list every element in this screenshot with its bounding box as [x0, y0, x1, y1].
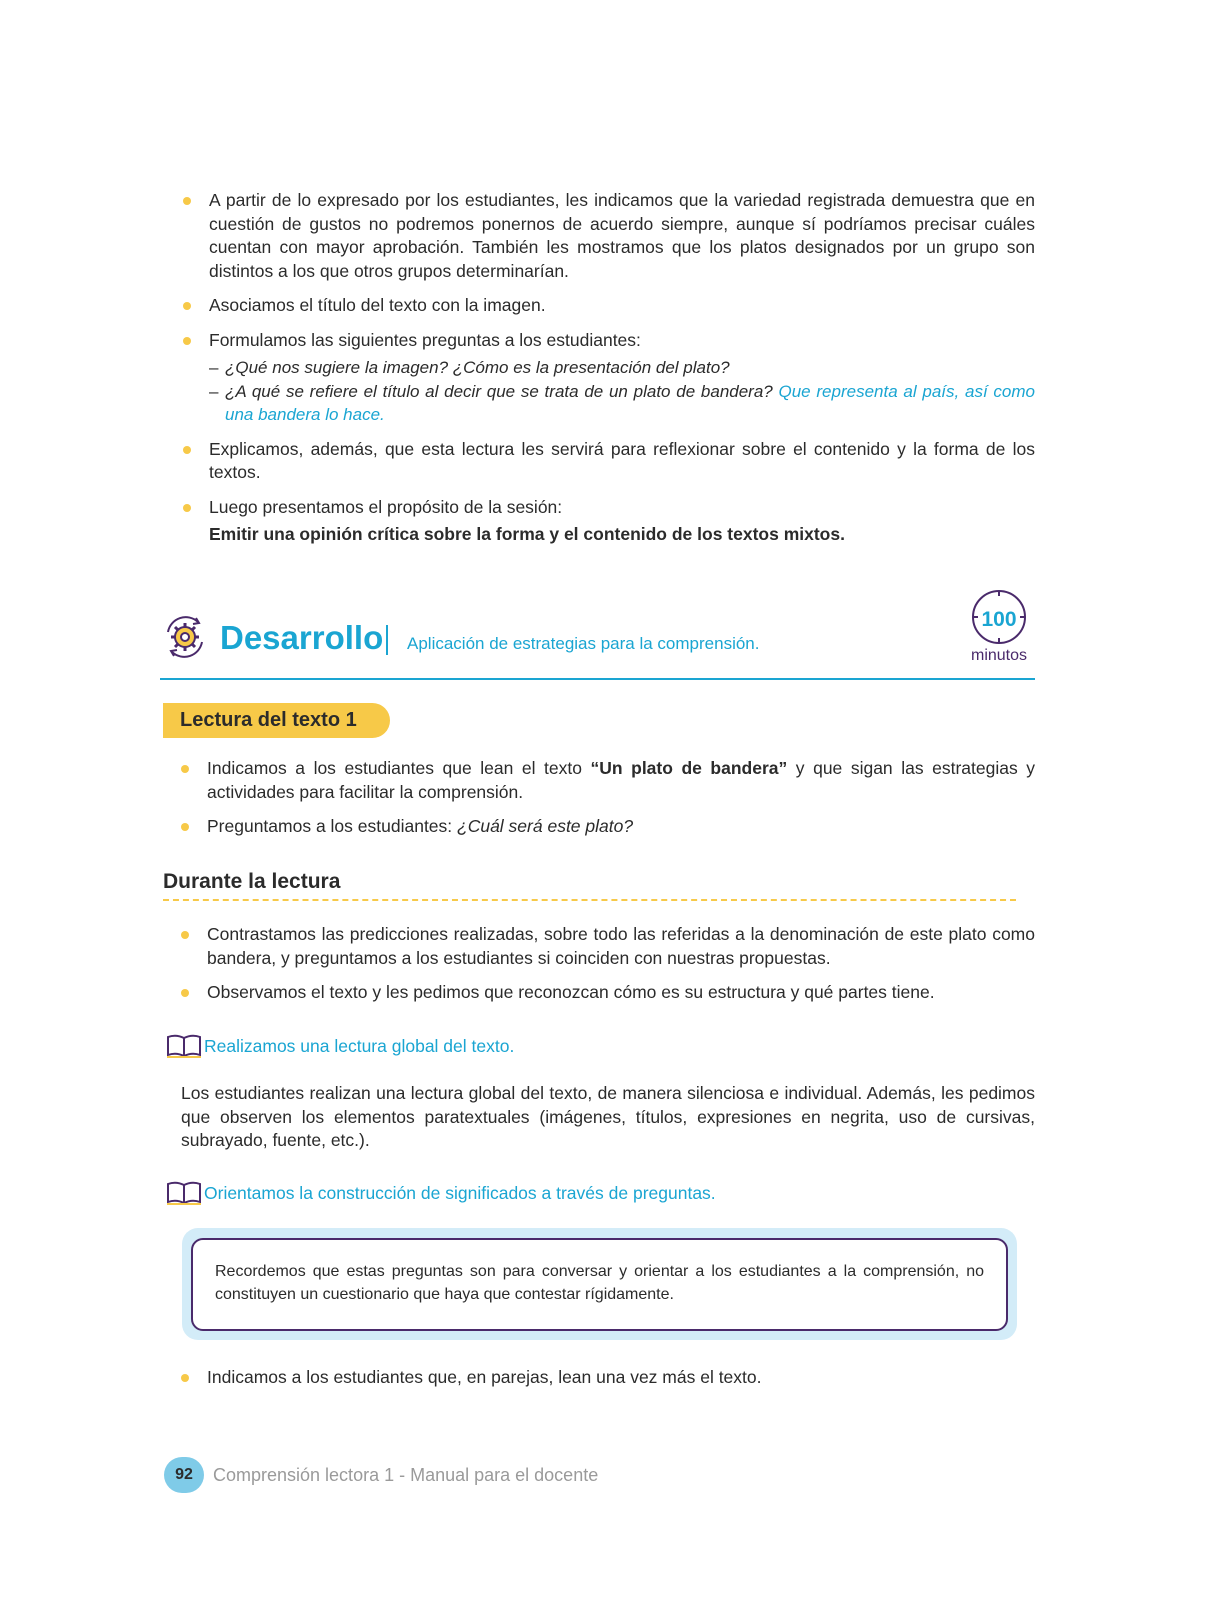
question-2: ¿A qué se refiere el título al decir que se trata de un plato de bandera? — [225, 381, 773, 401]
title-divider — [386, 625, 388, 655]
strategy-2-label: Orientamos la construcción de significados a través de preguntas. — [204, 1182, 716, 1203]
page-number: 92 — [164, 1457, 204, 1493]
section-title: Desarrollo — [220, 619, 384, 656]
list-item — [181, 923, 1035, 970]
note-box — [182, 1228, 1017, 1340]
question-2-answer: Que representa al país, así como una bandera lo hace. — [225, 381, 1035, 424]
intro-paragraph-2: Asociamos el título del texto con la imagen. — [209, 295, 546, 315]
durante-list — [181, 923, 1035, 1005]
lectura-tag: Lectura del texto 1 — [163, 703, 390, 738]
lectura-question: ¿Cuál será este plato? — [457, 816, 634, 836]
intro-paragraph-1: A partir de lo expresado por los estudiantes, les indicamos que la variedad registrada demuestra que en cuestión de gustos no podremos ponernos de acuerdo siempre, aunque sí podríamos precisar cuáles cuentan con mayor aprobación. También les mostramos que los platos designados por un grupo son distintos a los que otros grupos determinarían. — [209, 190, 1035, 281]
session-purpose: Emitir una opinión crítica sobre la forma y el contenido de los textos mixtos. — [209, 524, 845, 544]
desarrollo-header — [160, 588, 1035, 680]
intro-paragraph-3: Formulamos las siguientes preguntas a los estudiantes: — [209, 329, 641, 350]
list-item — [183, 496, 1035, 547]
book-icon — [166, 1033, 202, 1059]
list-item — [181, 981, 1035, 1005]
dashed-divider — [163, 899, 1016, 901]
lectura-list — [181, 757, 1035, 839]
lectura-item-1-text: Indicamos a los estudiantes que lean el texto — [207, 758, 591, 778]
durante-item-3: Indicamos a los estudiantes que, en parejas, lean una vez más el texto. — [207, 1367, 762, 1387]
gear-icon — [160, 612, 210, 662]
final-list — [181, 1366, 1035, 1390]
list-item — [183, 438, 1035, 485]
question-1: ¿Qué nos sugiere la imagen? ¿Cómo es la presentación del plato? — [225, 358, 730, 377]
intro-paragraph-5: Luego presentamos el propósito de la sesión: — [209, 496, 563, 517]
question-item — [209, 380, 1035, 427]
note-text: Recordemos que estas preguntas son para conversar y orientar a los estudiantes a la comprensión, no constituyen un cuestionario que haya que contestar rígidamente. — [191, 1238, 1008, 1331]
intro-paragraph-4: Explicamos, además, que esta lectura les servirá para reflexionar sobre el contenido y la forma de los textos. — [209, 438, 1035, 482]
list-item — [181, 1366, 1035, 1390]
timer-badge — [963, 588, 1035, 668]
text-title: “Un plato de bandera” — [590, 758, 788, 778]
timer-unit: minutos — [970, 647, 1028, 664]
list-item — [183, 329, 1035, 427]
list-item — [181, 757, 1035, 804]
durante-item-2: Observamos el texto y les pedimos que reconozcan cómo es su estructura y qué partes tiene. — [207, 982, 935, 1002]
list-item — [183, 294, 1035, 318]
durante-item-1: Contrastamos las predicciones realizadas, sobre todo las referidas a la denominación de este plato como bandera, y preguntamos a los estudiantes si coinciden con nuestras propuestas. — [207, 924, 1035, 968]
section-subtitle: Aplicación de estrategias para la comprensión. — [407, 634, 760, 653]
lectura-item-2-text: Preguntamos a los estudiantes: — [207, 816, 458, 836]
strategy-1-label: Realizamos una lectura global del texto. — [204, 1035, 515, 1056]
timer-value: 100 — [981, 608, 1017, 631]
lectura-item-1-rest: y que sigan las estrategias y actividades para facilitar la comprensión. — [207, 758, 1035, 802]
global-reading-paragraph: Los estudiantes realizan una lectura global del texto, de manera silenciosa e individual. Además, les pedimos que observen los elementos paratextuales (imágenes, títulos, expresiones en negrita, uso de cursivas, subrayado, fuente, etc.). — [181, 1083, 1035, 1150]
book-icon — [166, 1180, 202, 1206]
durante-heading: Durante la lectura — [163, 870, 341, 893]
list-item — [183, 189, 1035, 283]
strategy-heading-1 — [166, 1033, 514, 1059]
question-item — [209, 356, 1035, 380]
strategy-heading-2 — [166, 1180, 716, 1206]
list-item — [181, 815, 1035, 839]
intro-list — [183, 189, 1035, 547]
question-list — [209, 356, 1035, 427]
footer-title: Comprensión lectora 1 - Manual para el docente — [213, 1465, 599, 1485]
